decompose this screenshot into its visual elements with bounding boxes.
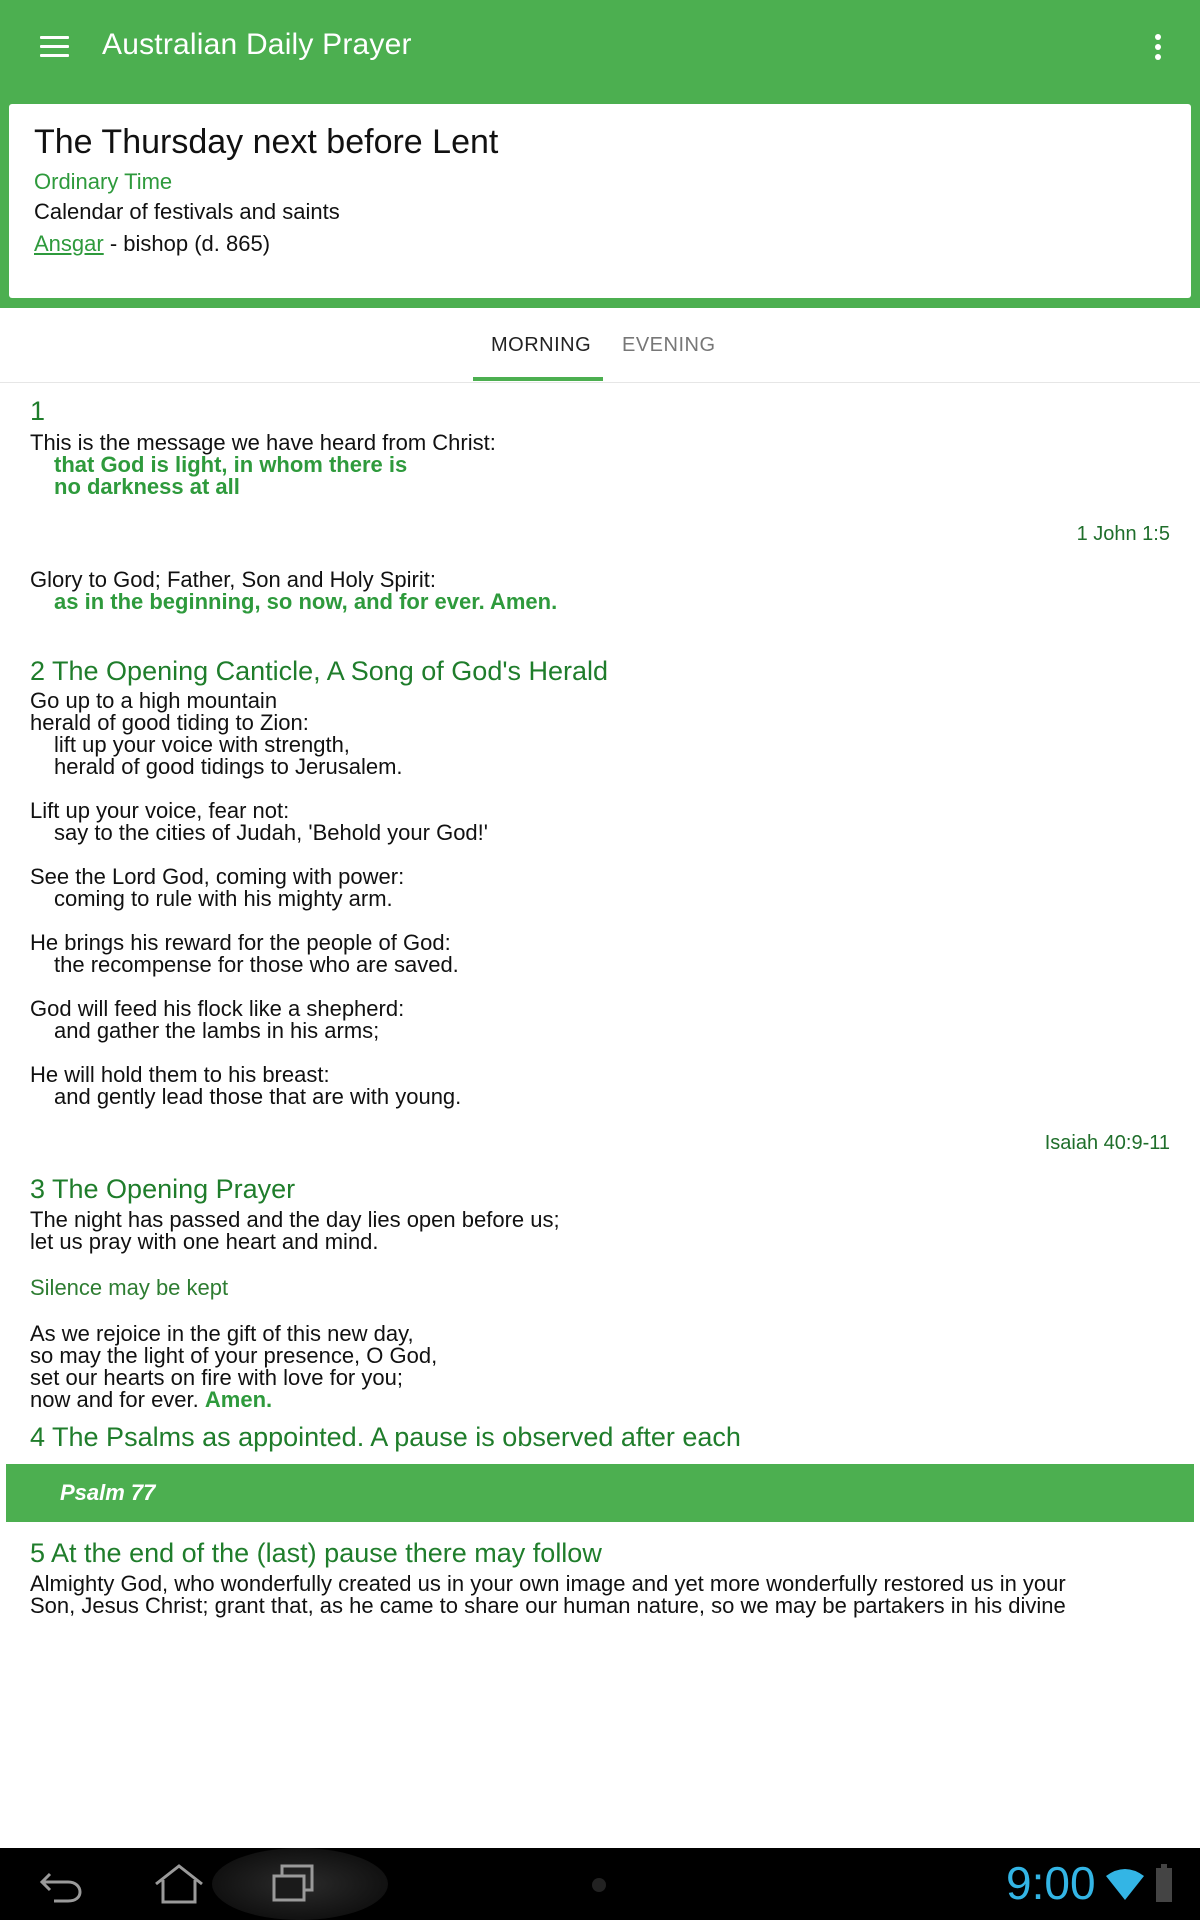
tab-evening[interactable]: EVENING xyxy=(622,334,716,356)
section-2-heading: 2 The Opening Canticle, A Song of God's Herald xyxy=(30,656,609,686)
text-line: The night has passed and the day lies open before us; xyxy=(30,1207,560,1232)
back-icon[interactable] xyxy=(36,1864,86,1904)
clock: 9:00 xyxy=(1006,1857,1096,1909)
response-line: no darkness at all xyxy=(54,474,240,499)
text-line: As we rejoice in the gift of this new day, xyxy=(30,1321,414,1346)
content-area[interactable] xyxy=(0,308,1200,1848)
text-line: He will hold them to his breast: xyxy=(30,1062,330,1087)
text-line: lift up your voice with strength, xyxy=(54,732,350,757)
text-line: Almighty God, who wonderfully created us in your own image and yet more wonderfully restored us in your xyxy=(30,1571,1066,1596)
text-line: and gather the lambs in his arms; xyxy=(54,1018,380,1043)
gloria-response: as in the beginning, so now, and for ever. Amen. xyxy=(54,589,558,614)
text-line: set our hearts on fire with love for you; xyxy=(30,1365,403,1390)
text-line: coming to rule with his mighty arm. xyxy=(54,886,393,911)
page-dot xyxy=(592,1878,606,1892)
text-line: Lift up your voice, fear not: xyxy=(30,798,290,823)
amen: Amen. xyxy=(204,1387,273,1412)
home-icon[interactable] xyxy=(150,1862,208,1906)
text-line: the recompense for those who are saved. xyxy=(54,952,459,977)
text-line: God will feed his flock like a shepherd: xyxy=(30,996,405,1021)
liturgical-season: Ordinary Time xyxy=(34,169,173,194)
text-line: See the Lord God, coming with power: xyxy=(30,864,405,889)
text-line: say to the cities of Judah, 'Behold your God!' xyxy=(54,820,488,845)
calendar-label: Calendar of festivals and saints xyxy=(34,199,340,224)
tab-bar xyxy=(0,308,1200,383)
system-nav-bar xyxy=(0,1848,1200,1920)
text-line: Go up to a high mountain xyxy=(30,688,278,713)
saint-link[interactable]: Ansgar xyxy=(34,231,104,256)
day-title: The Thursday next before Lent xyxy=(34,123,499,161)
text-line: herald of good tidings to Jerusalem. xyxy=(54,754,403,779)
tab-morning[interactable]: MORNING xyxy=(491,334,592,356)
text-line xyxy=(30,1386,272,1413)
section-3-heading: 3 The Opening Prayer xyxy=(30,1174,296,1204)
text-line: This is the message we have heard from Christ: xyxy=(30,430,496,455)
section-1-heading: 1 xyxy=(30,396,46,426)
section-4-heading: 4 The Psalms as appointed. A pause is observed after each xyxy=(30,1422,741,1452)
response-line: that God is light, in whom there is xyxy=(54,452,408,477)
text-line: herald of good tiding to Zion: xyxy=(30,710,309,735)
rubric: Silence may be kept xyxy=(30,1275,229,1300)
scripture-reference: Isaiah 40:9-11 xyxy=(1044,1132,1170,1154)
battery-icon xyxy=(1156,1868,1172,1902)
wifi-icon xyxy=(1104,1866,1146,1902)
saint-description: - bishop (d. 865) xyxy=(103,231,271,256)
app-bar xyxy=(0,0,1200,98)
psalm-item[interactable]: Psalm 77 xyxy=(6,1464,1194,1522)
text-line: let us pray with one heart and mind. xyxy=(30,1229,379,1254)
app-title: Australian Daily Prayer xyxy=(102,28,412,61)
text-line: Son, Jesus Christ; grant that, as he came to share our human nature, so we may be partakers in his divine xyxy=(30,1593,1066,1618)
text-line: He brings his reward for the people of God: xyxy=(30,930,451,955)
prayer-ending: now and for ever. xyxy=(30,1387,205,1412)
saint-line xyxy=(34,228,1166,260)
recent-apps-icon[interactable] xyxy=(268,1862,318,1906)
tab-indicator xyxy=(473,377,603,381)
gloria-line: Glory to God; Father, Son and Holy Spirit: xyxy=(30,567,436,592)
menu-icon[interactable] xyxy=(40,36,69,58)
more-options-icon[interactable] xyxy=(1154,34,1162,62)
text-line: so may the light of your presence, O God, xyxy=(30,1343,438,1368)
section-5-heading: 5 At the end of the (last) pause there may follow xyxy=(30,1538,602,1568)
text-line: and gently lead those that are with young. xyxy=(54,1084,462,1109)
scripture-reference: 1 John 1:5 xyxy=(1076,523,1170,545)
day-info-card xyxy=(9,104,1191,298)
